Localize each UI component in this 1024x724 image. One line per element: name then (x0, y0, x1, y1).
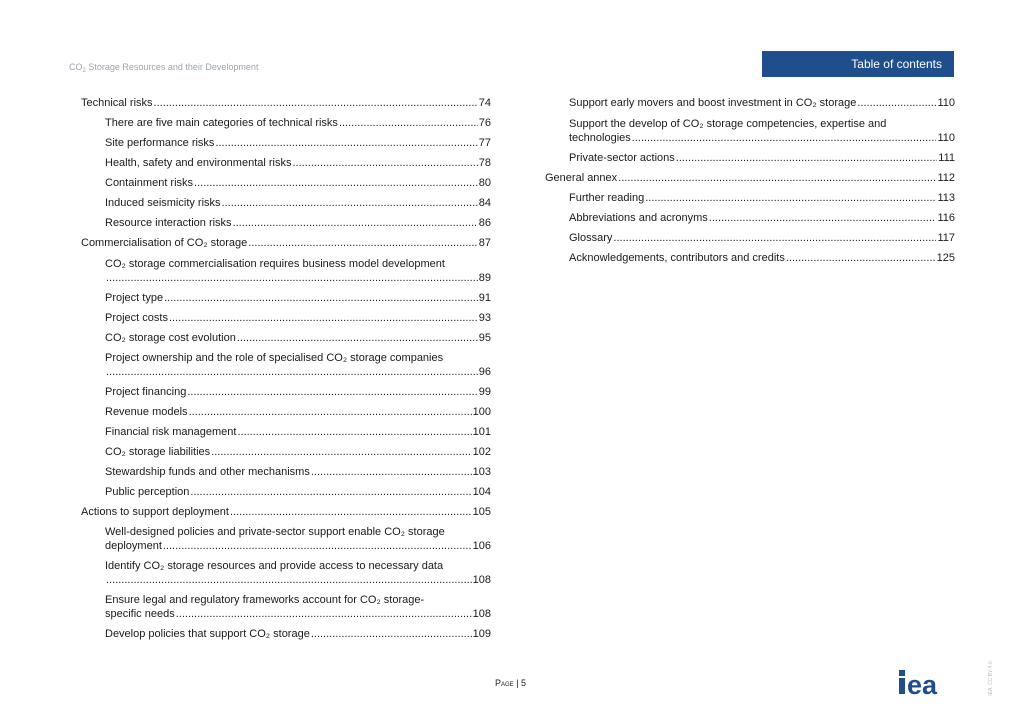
toc-entry-page: 106 (472, 540, 491, 552)
toc-entry-title-line: Ensure legal and regulatory frameworks account for CO₂ storage- (105, 594, 425, 606)
toc-entry-page: 87 (478, 237, 491, 249)
toc-entry-title: Commercialisation of CO₂ storage (81, 237, 248, 249)
leader-dots (187, 385, 477, 399)
toc-entry[interactable] (569, 251, 955, 265)
toc-entry[interactable] (105, 485, 491, 499)
leader-dots (292, 156, 477, 170)
leader-dots (230, 505, 472, 519)
toc-entry[interactable] (569, 211, 955, 225)
toc-entry-page: 108 (472, 574, 491, 586)
page-number: Page | 5 (495, 678, 527, 688)
toc-entry-title: CO₂ storage cost evolution (105, 332, 236, 344)
toc-entry-title: Containment risks (105, 177, 194, 189)
toc-entry-page: 91 (478, 292, 491, 304)
toc-entry[interactable] (105, 196, 491, 210)
toc-entry[interactable] (81, 96, 491, 110)
leader-dots (106, 365, 478, 379)
toc-entry-page: 100 (472, 406, 491, 418)
toc-entry[interactable] (105, 385, 491, 399)
toc-entry[interactable] (569, 96, 955, 110)
toc-entry-page: 77 (478, 137, 491, 149)
leader-dots (190, 485, 471, 499)
toc-entry[interactable] (105, 136, 491, 150)
toc-entry-page: 80 (478, 177, 491, 189)
logo-i-stem (899, 678, 905, 694)
toc-entry-page: 110 (937, 132, 955, 144)
leader-dots (311, 465, 472, 479)
toc-entry[interactable] (545, 171, 955, 185)
toc-entry[interactable] (105, 351, 491, 379)
toc-entry-page: 101 (472, 426, 491, 438)
toc-entry-title-line: Support the develop of CO₂ storage competencies, expertise and (569, 118, 887, 130)
toc-entry-title: CO₂ storage liabilities (105, 446, 211, 458)
section-badge: Table of contents (762, 51, 954, 77)
toc-entry-title: Revenue models (105, 406, 188, 418)
toc-entry-page: 78 (478, 157, 491, 169)
toc-entry-page: 99 (478, 386, 491, 398)
toc-entry-title: Project type (105, 292, 164, 304)
toc-entry-page: 96 (478, 366, 491, 378)
toc-entry-title: Project costs (105, 312, 168, 324)
toc-entry-title: Stewardship funds and other mechanisms (105, 466, 310, 478)
leader-dots (339, 116, 478, 130)
toc-entry-page: 109 (472, 628, 491, 640)
toc-entry-page: 105 (472, 506, 491, 518)
toc-entry-title: Project financing (105, 386, 187, 398)
toc-entry-title: Financial risk management (105, 426, 237, 438)
toc-entry[interactable] (105, 176, 491, 190)
leader-dots (676, 151, 938, 165)
toc-entry-title: Acknowledgements, contributors and credits (569, 252, 785, 264)
leader-dots (194, 176, 478, 190)
toc-entry-title: deployment (105, 540, 162, 552)
leader-dots (613, 231, 936, 245)
license-note: IEA. CC BY 4.0. (988, 660, 994, 696)
toc-entry-title-line: Project ownership and the role of specialised CO₂ storage companies (105, 352, 444, 364)
logo-ea: ea (907, 670, 938, 696)
leader-dots (189, 405, 472, 419)
toc-entry-title: Support early movers and boost investment in CO₂ storage (569, 97, 857, 109)
leader-dots (786, 251, 936, 265)
toc-entry-title: Private-sector actions (569, 152, 675, 164)
toc-entry-page: 95 (478, 332, 491, 344)
toc-entry-page: 76 (478, 117, 491, 129)
toc-entry-page: 103 (472, 466, 491, 478)
leader-dots (237, 425, 471, 439)
toc-entry-title: Glossary (569, 232, 613, 244)
toc-entry[interactable] (105, 525, 491, 553)
toc-entry[interactable] (81, 505, 491, 519)
toc-entry-page: 116 (937, 212, 955, 224)
toc-entry[interactable] (105, 445, 491, 459)
leader-dots (106, 573, 472, 587)
toc-entry-title: Public perception (105, 486, 190, 498)
toc-entry-page: 110 (937, 97, 955, 109)
leader-dots (106, 271, 478, 285)
leader-dots (169, 311, 478, 325)
toc-entry-title: There are five main categories of technical risks (105, 117, 338, 129)
toc-entry-title: Develop policies that support CO₂ storage (105, 628, 310, 640)
leader-dots (211, 445, 471, 459)
toc-entry[interactable] (105, 216, 491, 230)
logo-i-dot (899, 670, 905, 676)
toc-entry-page: 112 (937, 172, 955, 184)
toc-entry-title: Induced seismicity risks (105, 197, 221, 209)
leader-dots (248, 236, 477, 250)
leader-dots (645, 191, 936, 205)
toc-entry[interactable] (105, 331, 491, 345)
toc-entry-title-line: CO₂ storage commercialisation requires business model development (105, 258, 445, 270)
leader-dots (154, 96, 478, 110)
toc-entry-page: 86 (478, 217, 491, 229)
toc-entry-title: Resource interaction risks (105, 217, 232, 229)
toc-entry[interactable] (569, 231, 955, 245)
toc-entry-page: 89 (478, 272, 491, 284)
leader-dots (222, 196, 478, 210)
leader-dots (163, 539, 472, 553)
toc-entry-page: 84 (478, 197, 491, 209)
leader-dots (709, 211, 937, 225)
iea-logo (898, 668, 956, 696)
toc-entry-page: 111 (938, 152, 955, 164)
leader-dots (311, 627, 472, 641)
toc-entry[interactable] (105, 291, 491, 305)
toc-entry-page: 93 (478, 312, 491, 324)
leader-dots (237, 331, 478, 345)
toc-entry[interactable] (105, 405, 491, 419)
toc-entry-title: Actions to support deployment (81, 506, 229, 518)
toc-entry[interactable] (105, 593, 491, 621)
leader-dots (233, 216, 478, 230)
leader-dots (857, 96, 936, 110)
toc-entry[interactable] (105, 559, 491, 587)
toc-entry[interactable] (105, 311, 491, 325)
toc-entry[interactable] (105, 465, 491, 479)
toc-entry-page: 113 (937, 192, 955, 204)
toc-entry-title-line: Identify CO₂ storage resources and provide access to necessary data (105, 560, 444, 572)
leader-dots (618, 171, 936, 185)
toc-entry-title-line: Well-designed policies and private-sector support enable CO₂ storage (105, 526, 445, 538)
leader-dots (164, 291, 478, 305)
toc-entry-page: 104 (472, 486, 491, 498)
toc-entry-title: Further reading (569, 192, 645, 204)
toc-entry-page: 102 (472, 446, 491, 458)
toc-entry-title: specific needs (105, 608, 175, 620)
leader-dots (176, 607, 472, 621)
report-title: $CO_2$ Storage Resources and their Development (69, 62, 259, 74)
toc-entry-title: Site performance risks (105, 137, 215, 149)
toc-entry-title: Health, safety and environmental risks (105, 157, 292, 169)
toc-entry[interactable] (81, 236, 491, 250)
leader-dots (632, 131, 937, 145)
toc-entry[interactable] (105, 425, 491, 439)
toc-entry-title: General annex (545, 172, 618, 184)
toc-entry-page: 74 (478, 97, 491, 109)
toc-entry-title: Technical risks (81, 97, 153, 109)
toc-entry[interactable] (105, 257, 491, 285)
toc-entry-page: 117 (937, 232, 955, 244)
toc-entry[interactable] (105, 627, 491, 641)
toc-entry-title: Abbreviations and acronyms (569, 212, 708, 224)
toc-entry-page: 108 (472, 608, 491, 620)
toc-entry[interactable] (569, 151, 955, 165)
toc-entry-page: 125 (936, 252, 955, 264)
toc-entry[interactable] (105, 116, 491, 130)
toc-entry[interactable] (105, 156, 491, 170)
toc-entry[interactable] (569, 117, 955, 145)
toc-entry-title: technologies (569, 132, 631, 144)
toc-entry[interactable] (569, 191, 955, 205)
leader-dots (215, 136, 477, 150)
